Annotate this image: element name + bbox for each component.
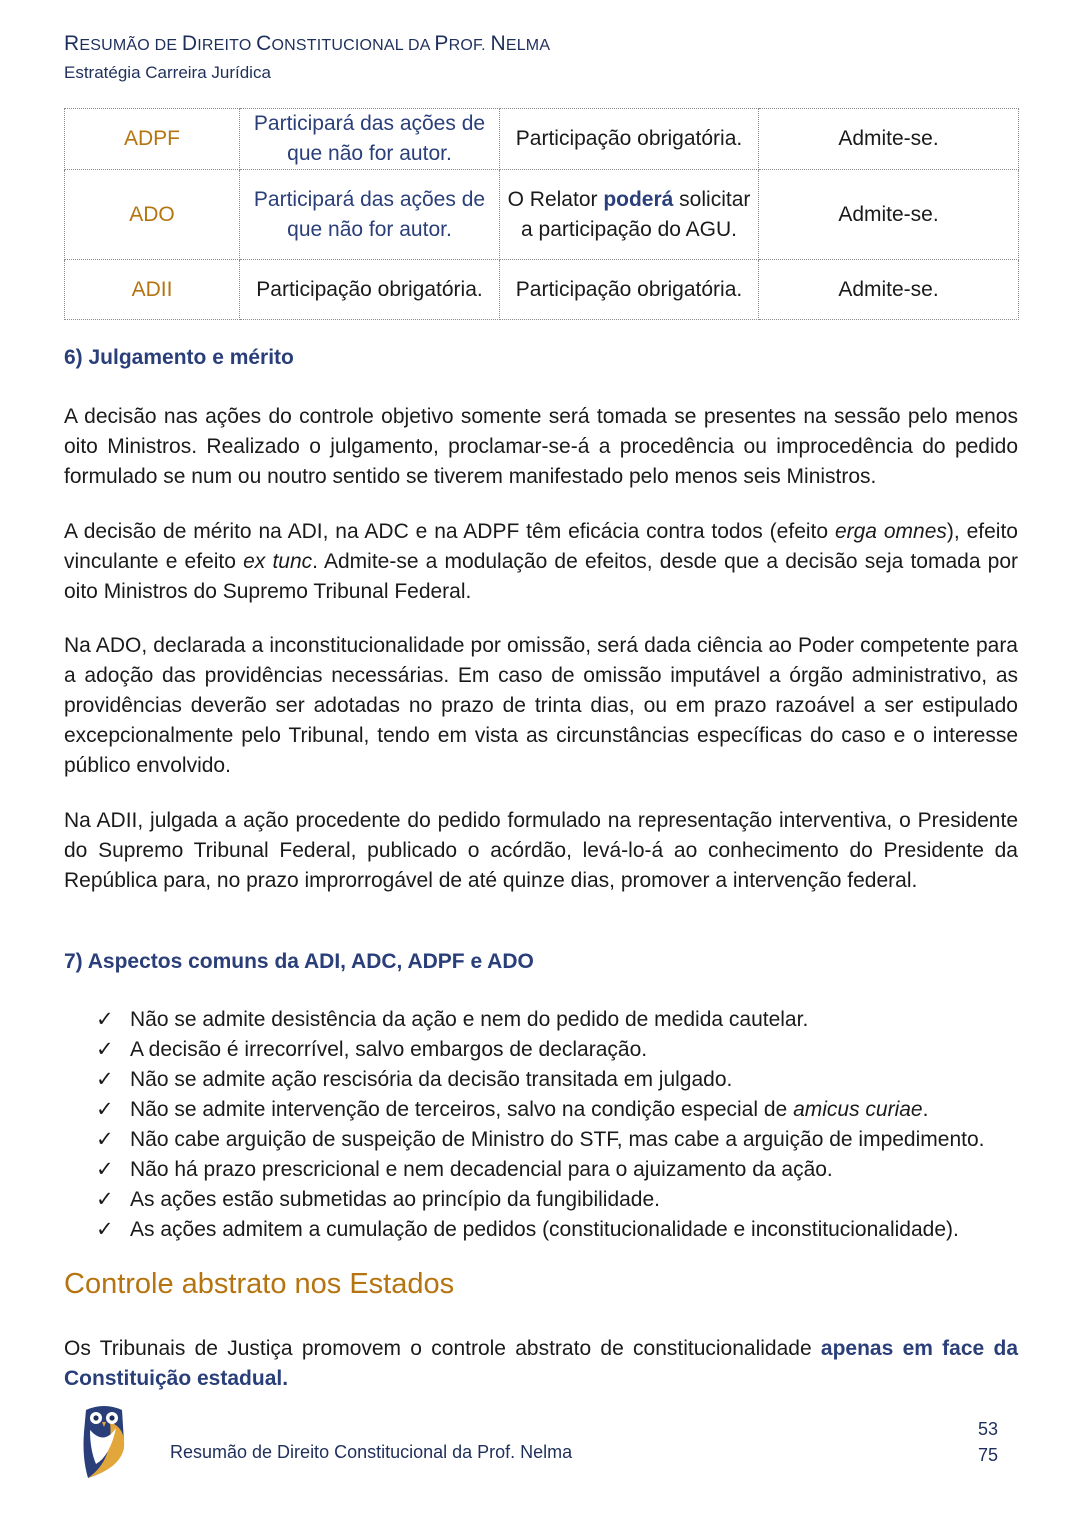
table-cell: O Relator poderá solicitar a participação do AGU. <box>500 170 759 260</box>
list-item: ✓ Não há prazo prescricional e nem decadencial para o ajuizamento da ação. <box>96 1155 1026 1185</box>
table-cell: Participação obrigatória. <box>500 109 759 170</box>
list-item: ✓ As ações estão submetidas ao princípio da fungibilidade. <box>96 1185 1026 1215</box>
current-page: 53 <box>977 1419 998 1439</box>
table-cell: Participação obrigatória. <box>500 260 759 320</box>
list-item: ✓ A decisão é irrecorrível, salvo embargos de declaração. <box>96 1035 1026 1065</box>
emphasis-text: poderá <box>603 187 674 211</box>
table-cell: Participará das ações de que não for autor. <box>240 170 500 260</box>
table-cell: Participará das ações de que não for autor. <box>240 109 500 170</box>
list-item: ✓ Não cabe arguição de suspeição de Ministro do STF, mas cabe a arguição de impedimento. <box>96 1125 1026 1155</box>
page-number <box>978 1416 998 1468</box>
highlight-text: apenas em face da Constituição estadual. <box>64 1337 1018 1390</box>
check-icon: ✓ <box>96 1038 114 1061</box>
check-icon: ✓ <box>96 1068 114 1091</box>
table-row <box>65 109 1019 170</box>
footer-title: Resumão de Direito Constitucional da Prof. Nelma <box>170 1442 573 1462</box>
check-icon: ✓ <box>96 1158 114 1181</box>
list-item: ✓ Não se admite ação rescisória da decisão transitada em julgado. <box>96 1065 1026 1095</box>
table-cell: Admite-se. <box>759 109 1019 170</box>
table-row-header: ADII <box>65 260 240 320</box>
checklist <box>96 1005 1026 1245</box>
paragraph: Na ADII, julgada a ação procedente do pedido formulado na representação interventiva, o Presidente do Supremo Tribunal Federal, publicado o acórdão, levá-lo-á ao conhecimento do Presidente da República para, no prazo improrrogável de até quinze dias, promover a intervenção federal. <box>64 809 1018 892</box>
list-item: ✓ As ações admitem a cumulação de pedidos (constitucionalidade e inconstitucionalidade). <box>96 1215 1026 1245</box>
check-icon: ✓ <box>96 1008 114 1031</box>
section-heading: 7) Aspectos comuns da ADI, ADC, ADPF e ADO <box>64 950 534 973</box>
check-icon: ✓ <box>96 1098 114 1121</box>
paragraph: Os Tribunais de Justiça promovem o controle abstrato de constitucionalidade apenas em face da Constituição estadual. <box>64 1337 1018 1390</box>
table-cell: Participação obrigatória. <box>240 260 500 320</box>
table-row-header: ADO <box>65 170 240 260</box>
owl-logo-icon <box>80 1402 128 1480</box>
table-cell: Admite-se. <box>759 170 1019 260</box>
total-pages: 75 <box>977 1445 998 1465</box>
list-item: ✓ Não se admite intervenção de terceiros, salvo na condição especial de amicus curiae. <box>96 1095 1026 1125</box>
check-icon: ✓ <box>96 1218 114 1241</box>
chapter-heading: Controle abstrato nos Estados <box>64 1268 455 1300</box>
participation-table <box>64 108 1019 320</box>
table-row-header: ADPF <box>65 109 240 170</box>
section-heading: 6) Julgamento e mérito <box>64 346 294 369</box>
page-header <box>64 30 550 86</box>
paragraph: Na ADO, declarada a inconstitucionalidade por omissão, será dada ciência ao Poder competente para a adoção das providências necessárias. Em caso de omissão imputável a órgão administrativo, as providências deverão ser adotadas no prazo de trinta dias, ou em prazo razoável a ser estipulado excepcionalmente pelo Tribunal, tendo em vista as circunstâncias específicas do caso e o interesse público envolvido. <box>64 634 1018 777</box>
document-subtitle: Estratégia Carreira Jurídica <box>64 63 271 82</box>
table-cell: Admite-se. <box>759 260 1019 320</box>
list-item: ✓ Não se admite desistência da ação e nem do pedido de medida cautelar. <box>96 1005 1026 1035</box>
check-icon: ✓ <box>96 1128 114 1151</box>
document-title: RESUMÃO DE DIREITO CONSTITUCIONAL DA PROF. NELMA <box>64 32 551 55</box>
table-row <box>65 170 1019 260</box>
paragraph: A decisão nas ações do controle objetivo somente será tomada se presentes na sessão pelo menos oito Ministros. Realizado o julgamento, proclamar-se-á a procedência ou improcedência do pedido formulado se num ou noutro sentido se tiverem manifestado pelo menos seis Ministros. <box>64 405 1018 488</box>
check-icon: ✓ <box>96 1188 114 1211</box>
paragraph: A decisão de mérito na ADI, na ADC e na ADPF têm eficácia contra todos (efeito erga omnes), efeito vinculante e efeito ex tunc. Admite-se a modulação de efeitos, desde que a decisão seja tomada por oito Ministros do Supremo Tribunal Federal. <box>64 520 1019 603</box>
table-row <box>65 260 1019 320</box>
